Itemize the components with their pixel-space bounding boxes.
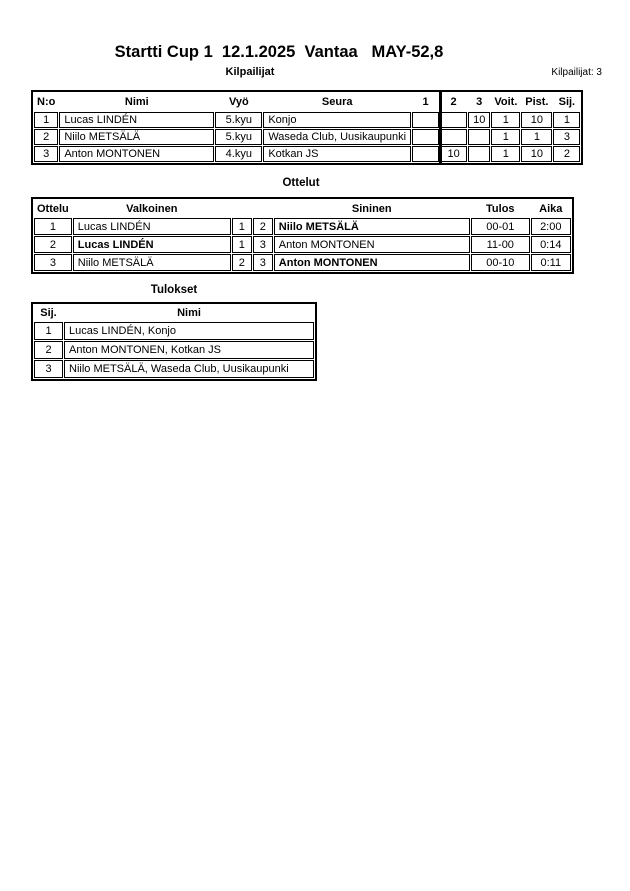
results-header-row — [34, 305, 314, 321]
result-place-cell: 2 — [34, 341, 63, 359]
matches-section-title: Ottelut — [282, 177, 320, 189]
competitor-round1-cell — [412, 112, 439, 128]
blue-player-cell — [274, 218, 470, 235]
competitor-round3-cell: 10 — [468, 112, 490, 128]
result-row — [34, 341, 314, 359]
match-number-cell: 1 — [34, 218, 72, 235]
competitor-points-cell: 1 — [521, 129, 552, 145]
competitor-club-cell: Waseda Club, Uusikaupunki — [263, 129, 411, 145]
match-row — [34, 218, 571, 235]
winner-columns-separator — [439, 90, 442, 165]
col-header-white: Valkoinen — [126, 202, 178, 215]
col-header-name: Nimi — [177, 307, 201, 319]
result-place-cell: 1 — [34, 322, 63, 340]
competitor-number-cell: 1 — [34, 112, 58, 128]
white-player-cell — [73, 236, 231, 253]
competitor-round2-cell: 10 — [440, 146, 467, 162]
competitor-round1-cell — [412, 146, 439, 162]
competitor-row — [34, 146, 580, 162]
competitor-wins-cell: 1 — [491, 129, 520, 145]
blue-player-name: Anton MONTONEN — [278, 256, 378, 269]
competitor-name-cell: Anton MONTONEN — [59, 146, 214, 162]
match-row — [34, 236, 571, 253]
result-cell: 00-10 — [471, 254, 530, 271]
col-header-round1: 1 — [422, 96, 429, 108]
col-header-round2: 2 — [450, 96, 457, 108]
match-number-cell: 3 — [34, 254, 72, 271]
competitor-place-cell: 1 — [553, 112, 580, 128]
competitor-belt-cell: 4.kyu — [215, 146, 262, 162]
blue-player-cell — [274, 236, 470, 253]
page-title: Startti Cup 1 12.1.2025 Vantaa MAY-52,8 — [114, 43, 444, 61]
competitors-table-wrapper — [31, 90, 583, 165]
blue-number-cell: 3 — [253, 236, 273, 253]
competitor-count-label: Kilpailijat: 3 — [551, 67, 602, 78]
match-row — [34, 254, 571, 271]
time-cell: 0:14 — [531, 236, 571, 253]
matches-table — [31, 197, 574, 274]
white-player-cell — [73, 218, 231, 235]
blue-number-cell: 3 — [253, 254, 273, 271]
competitor-row — [34, 112, 580, 128]
competitor-belt-cell: 5.kyu — [215, 129, 262, 145]
col-header-points: Pist. — [525, 96, 549, 108]
competitor-round3-cell — [468, 146, 490, 162]
blue-number-cell: 2 — [253, 218, 273, 235]
blue-player-cell — [274, 254, 470, 271]
matches-header-row — [34, 200, 571, 217]
col-header-wins: Voit. — [494, 96, 518, 108]
competitor-place-cell: 2 — [553, 146, 580, 162]
col-header-no: N:o — [37, 96, 56, 108]
competitor-belt-cell: 5.kyu — [215, 112, 262, 128]
result-row — [34, 360, 314, 378]
competitor-points-cell: 10 — [521, 146, 552, 162]
white-number-cell: 1 — [232, 236, 252, 253]
col-header-club: Seura — [321, 96, 353, 108]
result-row — [34, 322, 314, 340]
white-player-name: Lucas LINDÉN — [77, 220, 151, 233]
col-header-place: Sij. — [558, 96, 576, 108]
col-header-time: Aika — [539, 202, 563, 215]
competitors-header-row — [34, 93, 580, 111]
white-number-cell: 2 — [232, 254, 252, 271]
col-header-belt: Vyö — [228, 96, 249, 108]
white-number-cell: 1 — [232, 218, 252, 235]
competitor-wins-cell: 1 — [491, 112, 520, 128]
competitors-section-title: Kilpailijat — [225, 66, 275, 78]
competitor-round2-cell — [440, 129, 467, 145]
competitor-row — [34, 129, 580, 145]
result-place-cell: 3 — [34, 360, 63, 378]
white-number-header-spacer — [232, 200, 252, 217]
result-name-cell: Lucas LINDÉN, Konjo — [64, 322, 314, 340]
competitor-club-cell: Konjo — [263, 112, 411, 128]
time-cell: 0:11 — [531, 254, 571, 271]
competitor-round1-cell — [412, 129, 439, 145]
competitor-number-cell: 2 — [34, 129, 58, 145]
col-header-place: Sij. — [40, 307, 57, 319]
col-header-round3: 3 — [476, 96, 483, 108]
blue-player-name: Anton MONTONEN — [278, 238, 375, 251]
col-header-match: Ottelu — [37, 202, 69, 215]
competitor-round3-cell — [468, 129, 490, 145]
result-name-cell: Niilo METSÄLÄ, Waseda Club, Uusikaupunki — [64, 360, 314, 378]
result-name-cell: Anton MONTONEN, Kotkan JS — [64, 341, 314, 359]
matches-table-wrapper — [31, 197, 574, 274]
competitor-wins-cell: 1 — [491, 146, 520, 162]
col-header-result: Tulos — [486, 202, 515, 215]
results-table — [31, 302, 317, 381]
competitor-points-cell: 10 — [521, 112, 552, 128]
competitor-number-cell: 3 — [34, 146, 58, 162]
result-cell: 00-01 — [471, 218, 530, 235]
competitor-place-cell: 3 — [553, 129, 580, 145]
blue-number-header-spacer — [253, 200, 273, 217]
col-header-name: Nimi — [124, 96, 149, 108]
competitor-round2-cell — [440, 112, 467, 128]
time-cell: 2:00 — [531, 218, 571, 235]
blue-player-name: Niilo METSÄLÄ — [278, 220, 359, 233]
col-header-blue: Sininen — [351, 202, 392, 215]
match-number-cell: 2 — [34, 236, 72, 253]
white-player-name: Niilo METSÄLÄ — [77, 256, 154, 269]
competitors-table — [31, 90, 583, 165]
competitor-club-cell: Kotkan JS — [263, 146, 411, 162]
results-section-title: Tulokset — [150, 284, 198, 296]
result-cell: 11-00 — [471, 236, 530, 253]
results-table-wrapper — [31, 302, 317, 381]
competitor-name-cell: Lucas LINDÉN — [59, 112, 214, 128]
competitor-name-cell: Niilo METSÄLÄ — [59, 129, 214, 145]
white-player-name: Lucas LINDÉN — [77, 238, 154, 251]
white-player-cell — [73, 254, 231, 271]
